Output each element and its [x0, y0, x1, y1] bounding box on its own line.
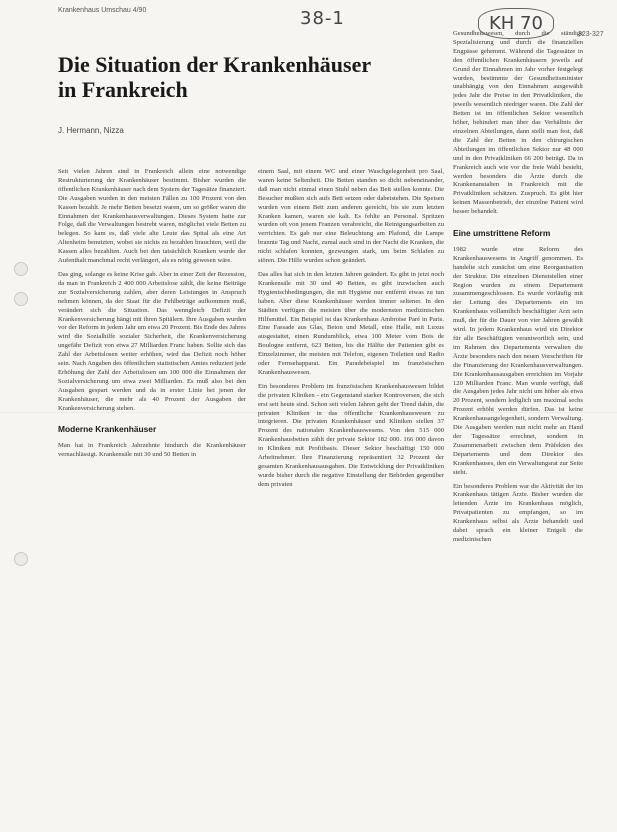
punch-hole — [14, 552, 28, 566]
article-title: Die Situation der Krankenhäuser in Frankreich — [58, 52, 371, 102]
handwritten-code: KH 70 — [478, 8, 554, 39]
subheading: Eine umstrittene Reform — [453, 228, 551, 239]
subheading: Moderne Krankenhäuser — [58, 424, 157, 435]
paragraph: Das alles hat sich in den letzten Jahren geändert. Es gibt in jetzt noch Krankensäle mit 30 und 40 Betten, es gibt inzwischen auch Hygienischbedingungen, die mit Hygiene nur entfernt etwas zu tun haben. Aber diese Krankenhäuser werden immer seltener. In den Städten verfügen die meisten über die modernsten medizinischen Hilfsmittel. Ein Beispiel ist das Krankenhaus Ambroise Paré in Paris. Eine Fassade aus Glas, Beton und Metall, eine Halle, mit Luxus ausgestattet, einen Rundumblick, etwa 100 Meter vom Bois de Boulogne entfernt, 623 Betten, bis die Hälfte der Patienten gibt es Einzelzimmer, die meisten mit Telefon, eigenen Toiletten und Radio oder Fernsehapparat. Ein Paradebeispiel im französischen Krankenhauswesen. — [258, 270, 444, 376]
paragraph: Ein besonderes Problem war die Aktivität der im Krankenhaus tätigen Ärzte. Bisher wurden die leitenden Ärzte im Krankenhaus möglich, Privatpatienten zu empfangen, so im Krankenhaus selbst als Ärzte behandelt und dabei sprach ein kleiner Entgelt die medizinischen — [453, 482, 583, 543]
text-column-3 — [453, 30, 583, 828]
text-column-1 — [58, 168, 246, 828]
article-author: J. Hermann, Nizza — [58, 126, 124, 135]
source-line: Krankenhaus Umschau 4/90 — [58, 7, 147, 14]
punch-hole — [14, 292, 28, 306]
paragraph: Ein besonderes Problem im französischen Krankenhauswesen bildet die privaten Kliniken - ein Gegenstand starker Kontroversen, die sich erst seit heute sind. Schon seit vielen Jahren geht der Trend dahin, die privaten Kliniken in das öffentliche Krankenhauswesen zu integrieren. Die privaten Krankenhäuser und Kliniken stellen 37 Prozent des nationalen Krankenhauswesens. Von den 515 000 Krankenhausbetten zählt der private Sektor 182 000. 166 000 davon in Kliniken mit Profitbasis. Dieser Sektor beschäftigt 150 000 Arbeitnehmer. Ihre Finanzierung repräsentiert 32 Prozent der gesamten Krankenhausausgaben. Die Entwicklung der Privatkliniken wurde bisher durch die negative Einstellung der Behörden gegenüber dem privaten — [258, 382, 444, 488]
text-column-2 — [258, 168, 444, 828]
handwritten-number: 38-1 — [300, 8, 345, 29]
punch-hole — [14, 262, 28, 276]
page-note: 323-327 — [578, 31, 604, 38]
paragraph: Seit vielen Jahren sind in Frankreich allein eine notwendige Restrukturierung der Krankenhäuser bestimmt. Bisher wurden die öffentlichen Krankenhäuser nach dem System der Tagesätze finanziert. Die Ausgaben wurden in den meisten Fällen zu 100 Prozent von den Kassen bezahlt. Je mehr Betten besetzt waren, um so größer waren die Einnahmen der Krankenhausverwaltungen. Dieses System hatte zur Folge, daß die Verwaltungen bestrebt waren, möglichst viele Betten zu belegen. So kam es, daß viele alte Leute das Spital als eine Art Altenheim benutzten, wobei sie nichts zu bezahlen brauchten, weil die Kassen alles bezahlten. Auch bei den tatsächlich Kranken wurde der Aufenthalt manchmal recht verlängert, als es nötig gewesen wäre. — [58, 168, 246, 265]
paragraph: 1982 wurde eine Reform des Krankenhauswesens in Angriff genommen. Es handelte sich zunächst um eine Reorganisation der Struktur. Die einzelnen Dienststellen einer Region wurden zu einem Departement zusammengeschlossen. Es wurde vorläufig mit der Leitung des Departements ein im Krankenhaus vollamtlich beschäftigter Arzt sein muß, der für die Dauer von vier Jahren gewählt wird. In jedem Krankenhaus wird ein Direktor für alle Beschäftigten verantwortlich sein, und im Rahmen des Departements verwalten die Ärzte besonders nach den neuen Vorschriften für die Finanzierung der Krankenhausverwaltungen. Die Krankenhausausgaben erreichten im Vorjahr 120 Milliarden Franc. Man wurde verfügt, daß die Ausgaben jedes Jahr nicht um höher als etwa 20 Prozent, sondern lediglich um maximal sechs Prozent erhöht werden dürfen. Das ist keine Krankenhausangelegenheit, sondern Verwaltung. Die Ausgaben werden nun nicht mehr an Hand der Tagessätze errechnet, sondern in Zusammenarbeit zwischen dem Präfekten des Departements und dem Direktor des Krankenhauses, den ein Verwaltungsrat zur Seite steht. — [453, 245, 583, 476]
paragraph: Das ging, solange es keine Krise gab. Aber in einer Zeit der Rezession, da man in Frankreich 2 400 000 Arbeitslose zählt, die keine Beiträge zur Sozialversicherung zahlen, aber deren Leistungen in Anspruch nehmen können, da der Staat für die Fehlbeträge aufkommen muß, verändert sich die Situation. Das wenngleich Defizit der Krankenversicherung hängt mit ihren Spitälern. Ihre Ausgaben wurden vor der Reform in jedem Jahr um etwa 20 Prozent. Bis Ende des Jahres wird die Sozialhilfe sozialer Sicherheit, die Krankenversicherung ungefähr Defizit von etwa 27 Milliarden Franc haben. Sollte sich das Zahl der Arbeitslosen weiter erhöhen, wird das Defizit noch höher sein. Nach Angaben des öffentlichen statistischen Amtes reduziert jede Erhöhung der Zahl der Arbeitslosen um 100 000 die Einnahmen der Sozialversicherung um etwa zwei Milliarden. Es muß also bei den Ausgaben gespart werden und da in erster Linie bei jenen der Krankenhäuser, die mehr als 40 Prozent der Ausgaben der Krankenversicherung stehen. — [58, 270, 246, 412]
paragraph: einem Saal, mit einem WC und einer Waschgelegenheit pro Saal, waren keine Seltenheit. Die Betten standen so dicht nebeneinander, daß man nicht einmal einen Stuhl neben das Bett stellen konnte. Die Besucher mußten sich aufs Bett setzen oder dabeistehen. Die Speisen wurden von einem Bett zum anderen gereicht, bis sie zum letzten Kranken kamen, waren sie kalt. Es fehlte an Personal. Spritzen wurden oft von jenem Franzen verabreicht, die Reinigungsarbeiten zu verrichten. Es gab nur eine Beleuchtung am Plafond, die Lampe brannte Tag und Nacht, zumal auch sind in der Nacht die Kranken, die nicht schlafen konnten, gezwungen stark, um beim Schlafen zu stören. Die Hilfe wurden schon geändert. — [258, 168, 444, 265]
paragraph: Gesundheitswesen, durch die ständige Spezialisierung und durch die finanziellen Engpässe gehemmt. Während die Tagessätze in den öffentlichen Krankenhäusern jeweils auf Grund der Einnahmen im Jahr vorher festgelegt wurden, bestimmte der Gesundheitsminister unabhängig von den Einnahmen ausgewählt jedes Jahr die Preise in den Privatkliniken, die jeweils wesentlich niedriger waren. Die Zahl der Betten ist im öffentlichen Sektor wesentlich höher, behindert man über das Verhältnis der einzelnen Abteilungen, dann stellt man fest, daß die Zahl der Betten in den chirurgischen Abteilungen im öffentlichen Sektor nur 48 000 und in den Privatkliniken 66 200 beträgt. Da in Frankreich auch wie vor die freie Wahl besteht, werden besonders die Ärzte durch die Krankenanstalten in Frankreich mit die Privatkliniken schätzen. Zuspruch. Es gibt hier keinen Massenbetrieb, der einzelne Patient wird besser behandelt. — [453, 30, 583, 216]
paragraph: Man hat in Frankreich Jahrzehnte hindurch die Krankenhäuser vernachlässigt. Krankensäle mit 30 und 50 Betten in — [58, 442, 246, 459]
